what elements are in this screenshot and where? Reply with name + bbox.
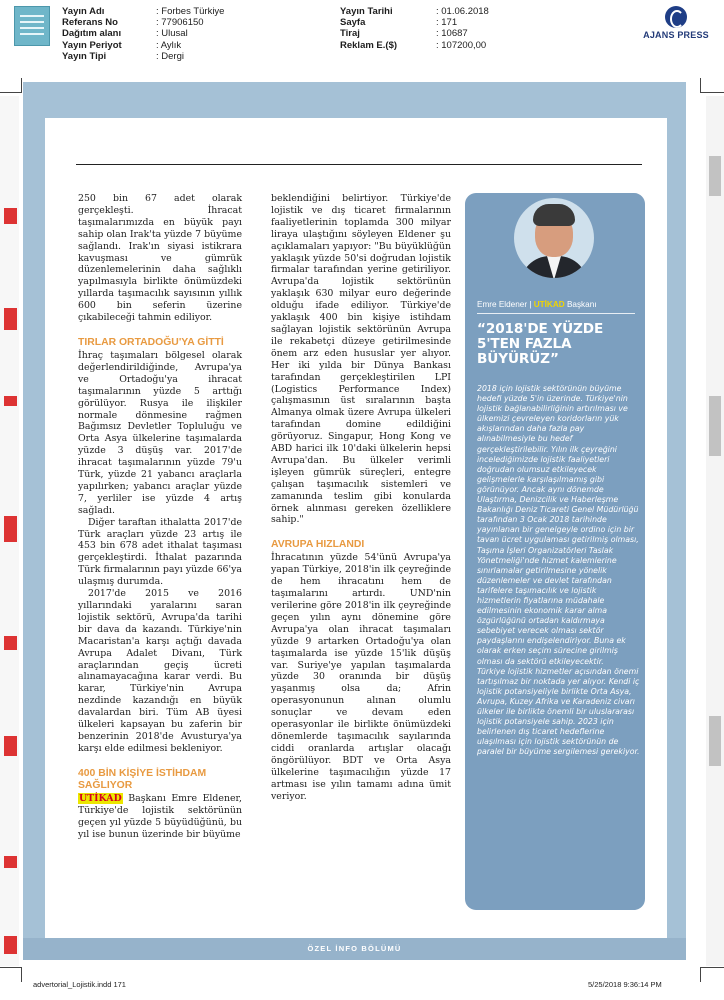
section-heading: AVRUPA HIZLANDI: [271, 539, 365, 551]
header-key: Yayın Tipi: [62, 50, 107, 62]
caption-org: UTİKAD: [533, 300, 565, 309]
pull-quote: “2018'DE YÜZDE 5'TEN FAZLA BÜYÜRÜZ”: [477, 321, 604, 367]
header-meta-right: [340, 6, 489, 51]
header-value: : Forbes Türkiye: [156, 6, 225, 17]
crop-mark: [21, 968, 22, 982]
header-key: Sayfa: [340, 17, 366, 29]
section-heading: TIRLAR ORTADOĞU'YA GİTTİ: [78, 336, 224, 348]
paragraph: Diğer taraftan ithalatta 2017'de Türk araçları yüzde 23 artış ile 453 bin 678 adet ithalat taşıması gerçekleştirdi. İthalat pazarında Türk firmalarının payı yüzde 66'ya ulaşmış durumda.: [78, 516, 242, 588]
crop-mark: [0, 92, 22, 93]
portrait-photo: [514, 198, 594, 278]
paragraph: beklendiğini belirtiyor. Türkiye'de lojistik ve dış ticaret firmalarının faaliyetlerinin toplamda 300 milyar liraya ulaştığını söyleyen Eldener şu açıklamaları yapıyor: "Bu büyüklüğün yaklaşık yüzde 50'si doğrudan lojistik firmalar tarafından yerine getiriliyor. Avrupa'da lojistik sektörünün yaklaşık 630 milyar euro değerinde olduğu ifade ediliyor. Türkiye'de yaklaşık 400 bin kişiye istihdam sağlayan lojistik sektörünün Avrupa ile rekabetçi düzeye getirilmesinde önem arz eden hususlar yer alıyor. Her iki yılda bir Dünya Bankası tarafından gerçekleştirilen LPI (Logistics Performance Index) çalışmasının üst sıralarının başta Almanya olmak üzere Avrupa ülkeleri tarafından domine edildiğini görüyoruz. Singapur, Hong Kong ve ABD harici ilk 10'daki ülkelerin hepsi Avrupa'dan. Bu ülkeler verimli işleyen gümrük süreçleri, entegre çalışan taşımacılık sistemleri ve zamanında teslim gibi konularda örnek alınması gereken özelliklere sahip.": [271, 193, 451, 526]
header-key: Yayın Tarihi: [340, 6, 393, 17]
section-heading: 400 BİN KİŞİYE İSTİHDAM SAĞLIYOR: [78, 767, 207, 791]
header-value: : 10687: [436, 28, 468, 40]
paragraph-text: Başkanı Emre Eldener, Türkiye'de lojistik sektörünün geçen yıl yüzde 5 büyüdüğünü, bu yıl ise bunun üzerinde bir büyüme: [78, 792, 242, 840]
paragraph: 2017'de 2015 ve 2016 yıllarındaki yaralarını saran lojistik sektörü, Avrupa'da tarihi bir dava da kazandı. Türkiye'nin Macaristan'a karşı açtığı davada Avrupa Adalet Divanı, Türk araçlarından geçiş ücreti alınamayacağına karar verdi. Bu karar, Türkiye'nin Avrupa nezdinde kazandığı en büyük davalardan biri. Tüm AB üyesi ülkeleri kapsayan bu zaferin bir benzerinin 2018'de Avusturya'ya karşı elde edilmesi bekleniyor.: [78, 588, 242, 754]
header-value: : Aylık: [156, 39, 182, 51]
clipping-header: [0, 0, 724, 78]
header-value: : 01.06.2018: [436, 6, 489, 17]
highlighted-org-name: UTİKAD: [79, 792, 122, 804]
caption-name: Emre Eldener |: [477, 300, 534, 309]
header-meta-left: [62, 6, 224, 62]
ajans-press-logo: [636, 6, 716, 40]
paragraph: İhraç taşımaları bölgesel olarak değerlendirildiğinde, Avrupa'ya ve Ortadoğu'ya ihracat taşımalarının yüzde 5 arttığı görülüyor. Rusya ile ilişkiler normale dönmesine rağmen Bağımsız Devletler Topluluğu ve Orta Asya ülkelerine taşımalarda yüzde 3 düşüş var. 2017'de ihracat taşımalarının yüzde 79'u Türk, yüzde 21 yabancı araçlarla yapılırken; yabancı araçlar yüzde 7, yerliler ise yüzde 4 artış sağladı.: [78, 349, 242, 516]
header-row: [340, 17, 489, 28]
article-column-1: [78, 193, 242, 840]
header-value: : 171: [436, 17, 458, 29]
header-key: Tiraj: [340, 28, 360, 40]
print-slug-file: advertorial_Lojistik.indd 171: [33, 980, 126, 989]
document-icon: [14, 6, 50, 46]
paragraph: 2018 için lojistik sektörünün büyüme hedefi yüzde 5'in üzerinde. Türkiye'nin lojistik bağlanabilirliğinin artırılması ve ülkemizi çevreleyen koridorların yük akışlarından daha fazla pay alınabilmesiyle bu hedef gerçekleştirilebilir. Yılın ilk çeyreğini incelediğimizde lojistik faaliyetleri doğrudan olumsuz etkileyecek gelişmelerle karşılaşılmamış gibi görünüyor. Ancak aynı dönemde Ulaştırma, Denizcilik ve Haberleşme Bakanlığı Deniz Ticareti Genel Müdürlüğü tarafından 3 Ocak 2018 tarihinde yayınlanan bir genelgeyle ordino için bir tavan ücret uygulaması getirilmiş olması, Taşıma İşleri Organizatörleri Taslak Yönetmeliği'nde hizmet kalemlerine sınırlamalar getirilmesine yönelik düzenlemeler ve devlet tarafından tarifelere taşımacılık ve lojistik hizmetlerin fiyatlarına müdahale edilmesinin ekonomik karar alma özgürlüğünü ortadan kaldırmaya sebebiyet verecek olması sektör paydaşlarını endişelendiriyor. Buna ek olarak erken seçim sürecine girilmiş olması da sektörü etkileyecektir.: [477, 384, 639, 666]
header-row: [62, 51, 224, 62]
header-value: : Dergi: [156, 50, 184, 62]
header-value: : Ulusal: [156, 28, 188, 40]
caption-title: Başkanı: [564, 300, 597, 309]
header-row: [62, 17, 224, 28]
sidebar-text: [477, 384, 641, 757]
crop-mark: [21, 78, 22, 92]
crop-mark: [700, 78, 701, 92]
print-slug-date: 5/25/2018 9:36:14 PM: [588, 980, 662, 989]
photo-caption: [477, 300, 641, 309]
left-page-edge: [0, 96, 19, 966]
header-row: [340, 40, 489, 51]
header-key: Dağıtım alanı: [62, 28, 122, 40]
header-value: : 107200,00: [436, 39, 487, 51]
header-key: Yayın Adı: [62, 6, 105, 17]
header-value: : 77906150: [156, 17, 204, 29]
crop-mark: [700, 967, 724, 968]
paragraph: Türkiye lojistik hizmetler açısından önemi tartışılmaz bir noktada yer alıyor. Kendi iç lojistik potansiyeliyle birlikte Orta Asya, Avrupa, Kuzey Afrika ve Karadeniz civarı ülkeler ile birlikte önemli bir uluslararası lojistik potansiyele sahip. 2023 için belirlenen dış ticaret hedeflerine ulaşılması için lojistik sektörünün de paralel bir büyüme sergilemesi gerekiyor.: [477, 666, 640, 757]
header-row: [340, 28, 489, 39]
header-row: [62, 40, 224, 51]
caption-divider: [477, 313, 635, 314]
top-rule: [76, 164, 642, 165]
ajans-press-logo-icon: [665, 6, 687, 28]
header-key: Yayın Periyot: [62, 39, 122, 51]
paragraph: İhracatının yüzde 54'ünü Avrupa'ya yapan Türkiye, 2018'in ilk çeyreğinde de hem ihracatını hem de taşımalarını artırdı. UND'nin verilerine göre 2018'in ilk çeyreğinde geçen yılın aynı dönemine göre Avrupa'ya olan ihracat taşımaları yüzde 9 artarken Ortadoğu'ya olan taşımalarda ise yüzde 15'lik düşüş var. Suriye'ye yapılan taşımalarda yüzde 30 oranında bir düşüş yaşanmış olsa da; Afrin operasyonunun alınan olumlu sonuçlar ve devam eden operasyonlar ile birlikte önümüzdeki dönemlerde taşımacılık sayılarında ciddi oranlarda artışlar olacağı öngörülüyor. BDT ve Orta Asya ülkelerine taşımacılığın yüzde 17 artması ise yılın tamamı adına ümit veriyor.: [271, 552, 451, 802]
crop-mark: [700, 968, 701, 982]
article-column-2: [271, 193, 451, 802]
footer-band-label: ÖZEL İNFO BÖLÜMÜ: [307, 944, 402, 953]
paragraph: [78, 793, 242, 841]
right-page-edge: [706, 96, 724, 966]
paragraph: 250 bin 67 adet olarak gerçekleşti. İhracat taşımalarımızda en büyük payı sahip olan Irak'ta yüzde 7 büyüme sağlandı. Irak'ın siyasi istikrara kavuşması ve gümrük düzenlemelerinin daha sağlıklı yapılmasıyla birlikte önümüzdeki yıllarda taşımacılık sayısının yıllık 600 bin seferin üzerine çıkabileceği tahmin ediliyor.: [78, 193, 242, 324]
header-row: [62, 28, 224, 39]
crop-mark: [0, 967, 22, 968]
header-row: [62, 6, 224, 17]
header-key: Reklam E.($): [340, 39, 398, 51]
logo-text: AJANS PRESS: [643, 30, 709, 40]
header-key: Referans No: [62, 17, 118, 29]
crop-mark: [700, 92, 724, 93]
header-row: [340, 6, 489, 17]
